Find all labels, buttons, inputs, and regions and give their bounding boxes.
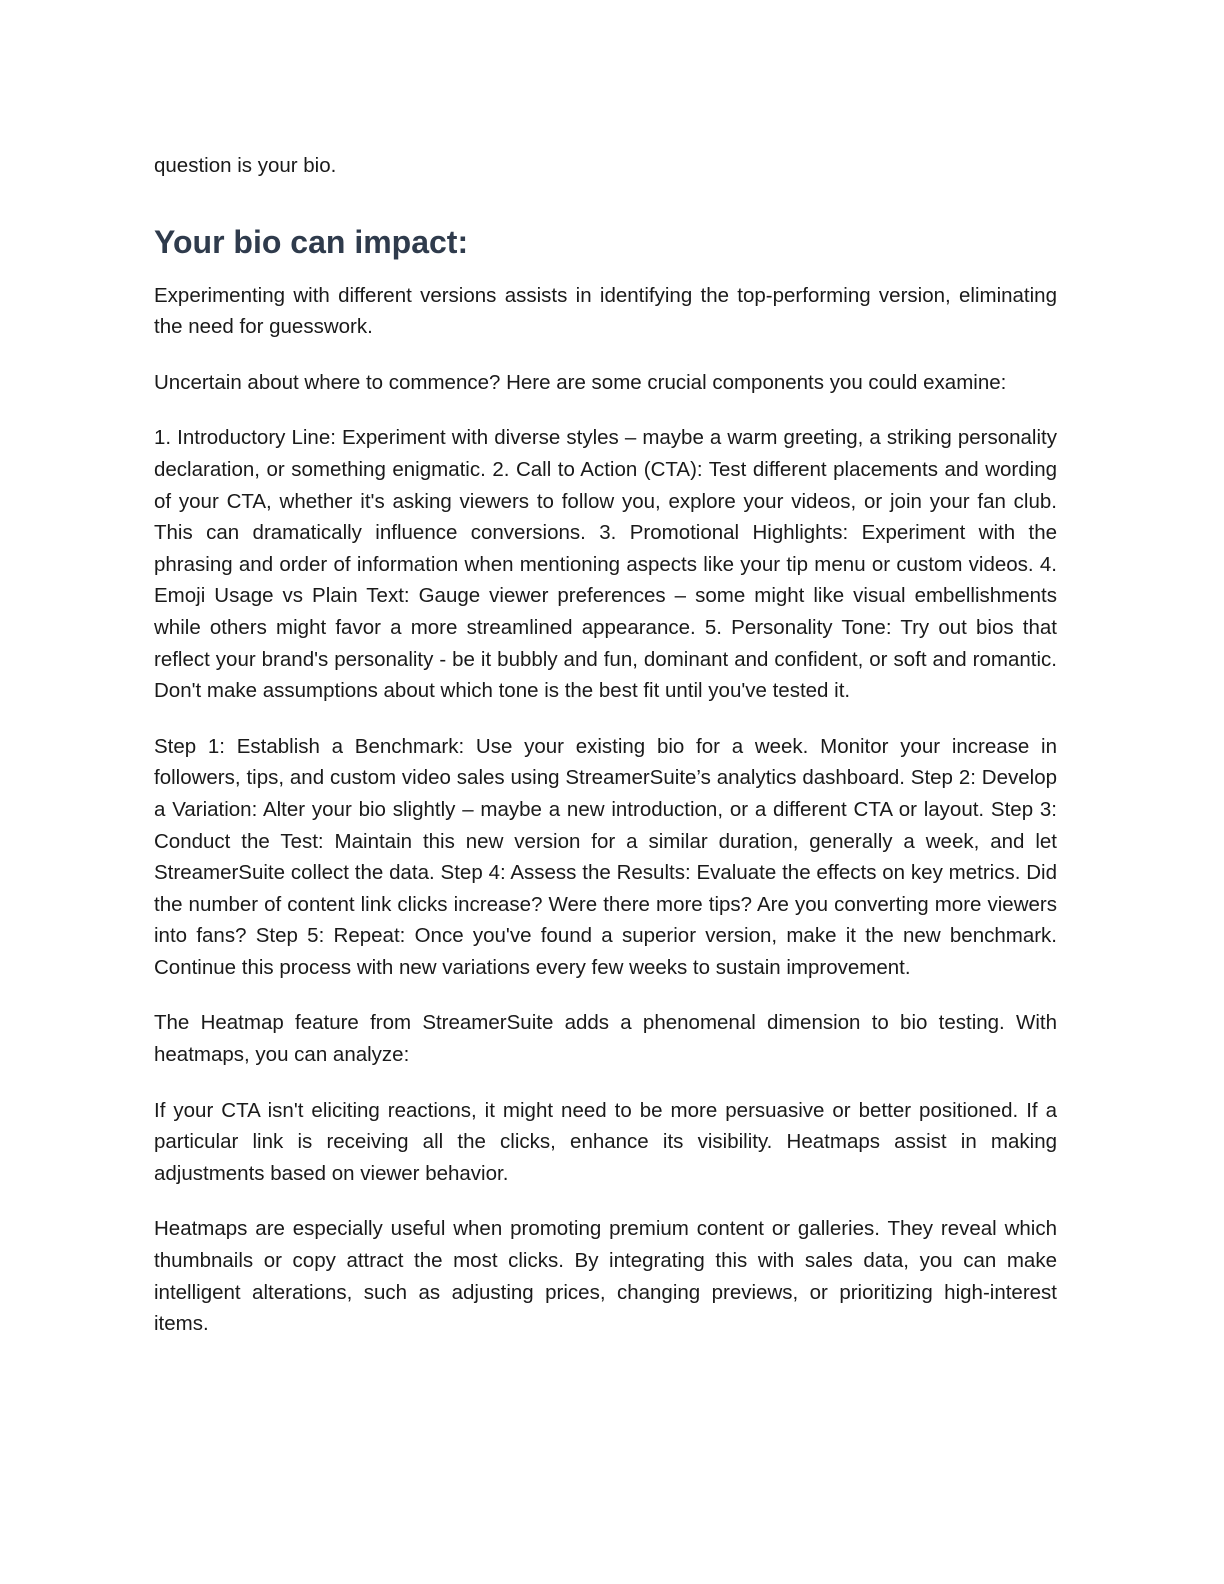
paragraph-premium-content: Heatmaps are especially useful when promoting premium content or galleries. They reveal which thumbnails or copy attract the most clicks. By integrating this with sales data, you can make intelligent alterations, such as adjusting prices, changing previews, or prioritizing high-interest items. [154, 1217, 1057, 1336]
paragraph-steps: Step 1: Establish a Benchmark: Use your existing bio for a week. Monitor your increase in followers, tips, and custom video sales using StreamerSuite’s analytics dashboard. Step 2: Develop a Variation: Alter your bio slightly – maybe a new introduction, or a different CTA or layout. Step 3: Conduct the Test: Maintain this new version for a similar duration, generally a week, and let StreamerSuite collect the data. Step 4: Assess the Results: Evaluate the effects on key metrics. Did the number of content link clicks increase? Were there more tips? Are you converting more viewers into fans? Step 5: Repeat: Once you've found a superior version, make it the new benchmark. Continue this process with new variations every few weeks to sustain improvement. [154, 734, 1057, 979]
paragraph-heatmap-intro: The Heatmap feature from StreamerSuite adds a phenomenal dimension to bio testing. With heatmaps, you can analyze: [154, 1011, 1057, 1067]
paragraph-cta-reactions: If your CTA isn't eliciting reactions, it might need to be more persuasive or better positioned. If a particular link is receiving all the clicks, enhance its visibility. Heatmaps assist in making adjustments based on viewer behavior. [154, 1098, 1057, 1185]
paragraph-uncertain: Uncertain about where to commence? Here are some crucial components you could examine: [154, 370, 1007, 394]
paragraph-components-list: 1. Introductory Line: Experiment with diverse styles – maybe a warm greeting, a striking personality declaration, or something enigmatic. 2. Call to Action (CTA): Test different placements and wording of your CTA, whether it's asking viewers to follow you, explore your videos, or join your fan club. This can dramatically influence conversions. 3. Promotional Highlights: Experiment with the phrasing and order of information when mentioning aspects like your tip menu or custom videos. 4. Emoji Usage vs Plain Text: Gauge viewer preferences – some might like visual embellishments while others might favor a more streamlined appearance. 5. Personality Tone: Try out bios that reflect your brand's personality - be it bubbly and fun, dominant and confident, or soft and romantic. Don't make assumptions about which tone is the best fit until you've tested it. [154, 426, 1057, 703]
lead-text: question is your bio. [154, 154, 337, 177]
document-page [154, 150, 1057, 1340]
paragraph-experimenting: Experimenting with different versions assists in identifying the top-performing version, eliminating the need for guesswork. [154, 283, 1057, 339]
section-heading: Your bio can impact: [154, 223, 469, 260]
